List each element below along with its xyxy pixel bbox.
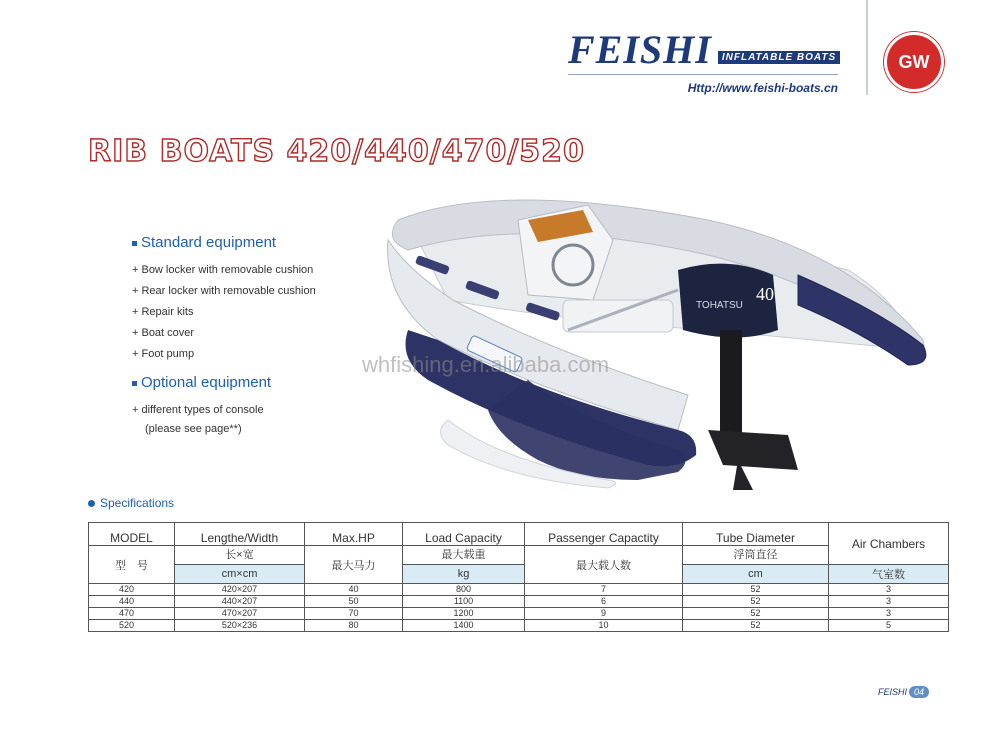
specifications-heading <box>88 496 174 510</box>
table-row <box>89 620 949 632</box>
cell-air: 5 <box>829 620 949 632</box>
brand-row <box>568 27 858 72</box>
footer-logo <box>878 686 929 698</box>
standard-item: + Boat cover <box>132 327 195 339</box>
square-bullet-icon <box>132 381 137 386</box>
optional-item: + different types of console <box>132 404 264 416</box>
cell-passenger: 7 <box>525 584 683 596</box>
header-hp: Max.HP <box>305 523 403 546</box>
standard-heading-text: Standard equipment <box>141 234 277 251</box>
cell-model: 520 <box>89 620 175 632</box>
cell-tube: 52 <box>683 596 829 608</box>
header-load: Load Capacity <box>403 523 525 546</box>
specifications-table <box>88 522 949 632</box>
cell-length: 470×207 <box>175 608 305 620</box>
cell-load: 1400 <box>403 620 525 632</box>
cell-air: 3 <box>829 596 949 608</box>
cell-hp: 50 <box>305 596 403 608</box>
unit-tube: cm <box>683 565 829 584</box>
table-row <box>89 596 949 608</box>
brand-url[interactable]: Http://www.feishi-boats.cn <box>687 81 838 95</box>
brand-divider <box>568 74 838 75</box>
header-model: MODEL <box>89 523 175 546</box>
table-header-cn-row <box>89 546 949 565</box>
cell-length: 520×236 <box>175 620 305 632</box>
cell-load: 1200 <box>403 608 525 620</box>
cell-hp: 70 <box>305 608 403 620</box>
cell-tube: 52 <box>683 608 829 620</box>
footer-brand: FEISHI <box>878 687 908 697</box>
cell-load: 800 <box>403 584 525 596</box>
unit-load: kg <box>403 565 525 584</box>
gw-badge-logo: GW <box>884 32 944 92</box>
header-length-cn: 长×宽 <box>175 546 305 565</box>
cell-model: 440 <box>89 596 175 608</box>
cell-model: 420 <box>89 584 175 596</box>
brand-name: FEISHI <box>568 27 712 72</box>
cell-hp: 40 <box>305 584 403 596</box>
optional-item: (please see page**) <box>145 423 242 435</box>
cell-tube: 52 <box>683 620 829 632</box>
header-load-cn: 最大载重 <box>403 546 525 565</box>
header-hp-cn: 最大马力 <box>305 546 403 584</box>
unit-length: cm×cm <box>175 565 305 584</box>
cell-passenger: 10 <box>525 620 683 632</box>
cell-passenger: 6 <box>525 596 683 608</box>
cell-model: 470 <box>89 608 175 620</box>
cell-length: 420×207 <box>175 584 305 596</box>
header-length: Lengthe/Width <box>175 523 305 546</box>
header-tube-cn: 浮筒直径 <box>683 546 829 565</box>
rib-boat-image <box>378 180 938 500</box>
standard-item: + Foot pump <box>132 348 195 360</box>
header-passenger-cn: 最大载人数 <box>525 546 683 584</box>
cell-tube: 52 <box>683 584 829 596</box>
cell-air: 3 <box>829 608 949 620</box>
header-tube: Tube Diameter <box>683 523 829 546</box>
header-passenger: Passenger Capactity <box>525 523 683 546</box>
table-row <box>89 584 949 596</box>
optional-equipment-heading <box>132 374 271 391</box>
optional-heading-text: Optional equipment <box>141 374 272 391</box>
brand-tagline: INFLATABLE BOATS <box>718 51 840 64</box>
cell-hp: 80 <box>305 620 403 632</box>
table-header-row <box>89 523 949 546</box>
header-air-cn: 气室数 <box>829 565 949 584</box>
rib-boat-illustration <box>378 180 938 500</box>
specifications-heading-text: Specifications <box>100 496 175 510</box>
cell-passenger: 9 <box>525 608 683 620</box>
table-unit-row <box>89 565 949 584</box>
header-air: Air Chambers <box>829 523 949 565</box>
standard-equipment-heading <box>132 234 276 251</box>
engine-brand-text: TOHATSU <box>696 300 743 311</box>
header-model-cn: 型 号 <box>89 546 175 584</box>
header-vertical-divider <box>866 0 868 95</box>
square-bullet-icon <box>132 241 137 246</box>
standard-item: + Rear locker with removable cushion <box>132 285 316 297</box>
cell-length: 440×207 <box>175 596 305 608</box>
round-bullet-icon <box>88 500 95 507</box>
watermark-text: whfishing.en.alibaba.com <box>362 352 610 377</box>
cell-air: 3 <box>829 584 949 596</box>
table-row <box>89 608 949 620</box>
page-number: 04 <box>909 686 929 698</box>
page-title: RIB BOATS 420/440/470/520 <box>88 134 585 169</box>
standard-item: + Repair kits <box>132 306 194 318</box>
cell-load: 1100 <box>403 596 525 608</box>
brand-header <box>568 27 858 95</box>
standard-item: + Bow locker with removable cushion <box>132 264 314 276</box>
engine-hp-text: 40 <box>756 284 774 304</box>
